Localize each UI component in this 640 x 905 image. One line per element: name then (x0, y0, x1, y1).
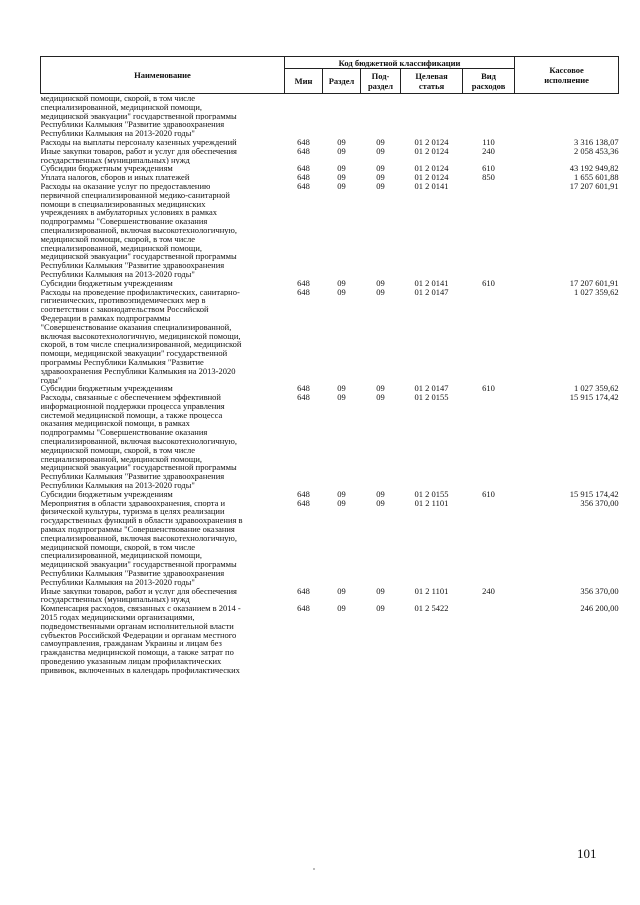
row-name (41, 138, 285, 147)
row-vid (463, 393, 515, 490)
row-razdel: 09 (337, 383, 346, 394)
table-body (41, 94, 619, 675)
row-vid: 240 (482, 585, 495, 596)
row-name-line: медицинской эвакуации" государственной программы (40, 252, 237, 262)
row-name-line: Расходы на выплаты персоналу казенных учреждений (40, 137, 237, 147)
row-name-line: помощи в специализированных медицинских (40, 199, 206, 209)
row-razdel: 09 (337, 277, 346, 288)
row-name-line: медицинской помощи, скорой, в том числе (40, 234, 196, 244)
row-name (41, 384, 285, 393)
table-row (41, 604, 619, 674)
row-name-line: Субсидии бюджетным учреждениям (40, 489, 173, 499)
row-razdel: 09 (337, 180, 346, 191)
row-name (41, 182, 285, 279)
row-name-line: Республики Калмыкия на 2013-2020 годы" (40, 481, 195, 490)
row-min: 648 (297, 383, 310, 394)
row-podrazdel: 09 (376, 383, 385, 394)
table-row (41, 147, 619, 165)
header-podrazdel-line1: Под- (371, 71, 390, 81)
row-min: 648 (297, 277, 310, 288)
row-name-line: Республики Калмыкия на 2013-2020 годы" (40, 269, 195, 279)
row-podrazdel: 09 (376, 585, 385, 596)
row-vid: 610 (482, 163, 495, 174)
row-name-line: Компенсация расходов, связанных с оказанием в 2014 - (40, 604, 241, 614)
row-name-line: медицинской эвакуации" государственной программы (40, 111, 237, 121)
table-header (41, 57, 619, 94)
budget-table-page (40, 56, 618, 675)
row-name-line: Республики Калмыкия "Развитие здравоохранения (40, 472, 225, 482)
row-razdel: 09 (337, 603, 346, 614)
row-name-line: специализированной, медицинской помощи, (40, 102, 202, 112)
row-name-line: соответствии с законодательством Российской (40, 305, 209, 314)
table-row (41, 288, 619, 385)
row-razdel: 09 (337, 497, 346, 508)
header-celevaya-line1: Целевая (415, 71, 448, 81)
header-podrazdel (361, 69, 401, 94)
row-name-line: Иные закупки товаров, работ и услуг для обеспечения (40, 586, 237, 596)
header-vid-line1: Вид (481, 71, 496, 81)
row-celevaya: 01 2 0147 (414, 383, 449, 394)
row-celevaya: 01 2 0155 (414, 488, 449, 499)
row-celevaya: 01 2 0141 (414, 277, 449, 288)
scan-dot (313, 868, 315, 870)
table-row (41, 384, 619, 393)
row-razdel: 09 (337, 286, 346, 297)
header-razdel: Раздел (323, 69, 361, 94)
row-amount: 1 027 359,62 (573, 286, 619, 297)
row-name-line: годы" (40, 375, 62, 385)
row-name-line: физической культуры, туризма в целях реализации (40, 507, 225, 517)
row-podrazdel: 09 (376, 392, 385, 403)
row-razdel: 09 (337, 163, 346, 174)
header-kassovoe (515, 57, 619, 94)
row-razdel: 09 (337, 172, 346, 183)
row-vid (463, 604, 515, 674)
row-name-line: Расходы, связанные с обеспечением эффективной (40, 393, 221, 402)
row-amount: 1 655 601,88 (573, 172, 619, 183)
header-vid-line2: расходов (471, 81, 506, 91)
row-name-line: специализированной, медицинской помощи, (40, 551, 202, 561)
row-name-line: скорой, в том числе специализированной, медицинской (40, 340, 242, 350)
row-razdel: 09 (337, 392, 346, 403)
row-name-line: подпрограммы "Совершенствование оказания (40, 428, 208, 438)
row-amount: 43 192 949,82 (569, 163, 619, 174)
header-min: Мин (285, 69, 323, 94)
row-amount: 3 316 138,07 (573, 136, 619, 147)
row-celevaya: 01 2 1101 (414, 497, 449, 508)
row-name (41, 604, 285, 674)
row-vid: 610 (482, 277, 495, 288)
row-name-line: медицинской эвакуации" государственной программы (40, 560, 237, 570)
row-podrazdel: 09 (376, 163, 385, 174)
row-name-line: системой медицинской помощи, а также процесса (40, 410, 223, 420)
header-name: Наименование (41, 57, 285, 94)
table-row (41, 164, 619, 173)
row-name (41, 164, 285, 173)
row-name-line: Республики Калмыкия "Развитие здравоохранения (40, 261, 225, 270)
row-name-line: Республики Калмыкия на 2013-2020 годы" (40, 129, 195, 138)
row-name-line: медицинской помощи, скорой, в том числе (40, 542, 196, 552)
row-vid: 610 (482, 488, 495, 499)
row-celevaya: 01 2 0155 (414, 392, 449, 403)
row-name (41, 393, 285, 490)
row-name-line: Иные закупки товаров, работ и услуг для обеспечения (40, 146, 237, 156)
row-name-line: Субсидии бюджетным учреждениям (40, 384, 173, 394)
row-min: 648 (297, 488, 310, 499)
row-vid (463, 182, 515, 279)
row-amount: 356 370,00 (580, 497, 619, 508)
table-row (41, 138, 619, 147)
row-vid (463, 499, 515, 587)
row-name-line: включая высокотехнологичную, медицинской помощи, (40, 331, 241, 341)
row-min: 648 (297, 392, 310, 403)
row-name (41, 490, 285, 499)
row-name (41, 173, 285, 182)
row-name-line: государственных функций в области здравоохранения в (40, 516, 243, 526)
row-amount: 356 370,00 (580, 585, 619, 596)
row-podrazdel (361, 94, 401, 138)
row-name-line: государственных (муниципальных) нужд (40, 155, 190, 165)
row-name-line: гигиенических, противоэпидемических мер в (40, 296, 206, 306)
header-code-group: Код бюджетной классификации (285, 57, 515, 69)
row-name-line: оказания медицинской помощи, в рамках (40, 419, 190, 429)
row-podrazdel: 09 (376, 286, 385, 297)
row-name-line: Республики Калмыкия "Развитие здравоохранения (40, 569, 225, 578)
row-name-line: проведению указанным лицам профилактических (40, 657, 222, 666)
row-name-line: Субсидии бюджетным учреждениям (40, 164, 173, 174)
header-kassovoe-line1: Кассовое (549, 65, 584, 75)
row-celevaya: 01 2 5422 (414, 603, 449, 614)
row-amount: 17 207 601,91 (569, 180, 619, 191)
row-min (285, 94, 323, 138)
row-celevaya: 01 2 0124 (414, 136, 449, 147)
row-celevaya: 01 2 0124 (414, 172, 449, 183)
row-name-line: "Совершенствование оказания специализированной, (40, 322, 232, 332)
row-name-line: Республики Калмыкия "Развитие здравоохранения (40, 120, 225, 130)
row-min: 648 (297, 497, 310, 508)
row-name-line: 2015 годах медицинскими организациями, (40, 613, 195, 622)
row-razdel: 09 (337, 488, 346, 499)
row-name-line: специализированной, включая высокотехнологичную, (40, 437, 238, 446)
row-name (41, 587, 285, 605)
row-razdel: 09 (337, 136, 346, 147)
header-celevaya-line2: статья (418, 81, 445, 91)
row-name-line: Субсидии бюджетным учреждениям (40, 278, 173, 288)
row-name (41, 147, 285, 165)
row-vid: 610 (482, 383, 495, 394)
row-name (41, 288, 285, 385)
row-amount: 246 200,00 (580, 603, 619, 614)
row-name-line: первичной специализированной медико-санитарной (40, 190, 230, 200)
row-celevaya: 01 2 0124 (414, 163, 449, 174)
table-row (41, 173, 619, 182)
row-name-line: государственных (муниципальных) нужд (40, 595, 190, 605)
row-name-line: подпрограммы "Совершенствование оказания (40, 217, 208, 226)
budget-table (40, 56, 619, 675)
row-amount (515, 94, 619, 138)
page-number: 101 (577, 846, 597, 861)
row-amount: 15 915 174,42 (569, 488, 619, 499)
row-name-line: рамках подпрограммы "Совершенствование оказания (40, 525, 235, 534)
row-vid: 240 (482, 145, 495, 156)
row-vid (463, 94, 515, 138)
table-row (41, 94, 619, 138)
header-podrazdel-line2: раздел (367, 81, 394, 91)
row-razdel (323, 94, 361, 138)
row-name-line: помощи, медицинской эвакуации" государственной (40, 349, 228, 358)
row-min: 648 (297, 603, 310, 614)
row-name-line: информационной поддержки процесса управления (40, 401, 225, 411)
row-name-line: субъектов Российской Федерации и органам местного (40, 630, 237, 640)
row-amount: 15 915 174,42 (569, 392, 619, 403)
row-amount: 17 207 601,91 (569, 277, 619, 288)
row-vid: 850 (482, 172, 495, 183)
row-name-line: прививок, включенных в календарь профилактических (40, 665, 240, 675)
table-row (41, 393, 619, 490)
row-celevaya: 01 2 0124 (414, 145, 449, 156)
row-min: 648 (297, 286, 310, 297)
row-name-line: Республики Калмыкия на 2013-2020 годы" (40, 577, 195, 587)
table-row (41, 279, 619, 288)
table-row (41, 182, 619, 279)
row-name-line: медицинской эвакуации" государственной программы (40, 463, 237, 473)
row-razdel: 09 (337, 585, 346, 596)
row-celevaya: 01 2 0147 (414, 286, 449, 297)
row-podrazdel: 09 (376, 603, 385, 614)
row-name-line: Расходы на оказание услуг по предоставлению (40, 181, 211, 191)
row-name-line: Мероприятия в области здравоохранения, спорта и (40, 498, 226, 508)
header-vid (463, 69, 515, 94)
row-name-line: специализированной, включая высокотехнологичную, (40, 533, 238, 543)
row-name (41, 499, 285, 587)
row-celevaya: 01 2 1101 (414, 585, 449, 596)
row-min: 648 (297, 585, 310, 596)
table-row (41, 587, 619, 605)
row-celevaya (401, 94, 463, 138)
row-name-line: здравоохранения Республики Калмыкия на 2013-2020 (40, 366, 236, 376)
row-name-line: медицинской помощи, скорой, в том числе (40, 94, 196, 103)
row-name-line: самоуправления, гражданам Украины и лицам без (40, 639, 222, 649)
header-kassovoe-line2: исполнение (544, 75, 589, 85)
row-name-line: специализированной, медицинской помощи, (40, 454, 202, 464)
row-vid: 110 (482, 136, 495, 147)
row-min: 648 (297, 180, 310, 191)
row-name-line: специализированной, медицинской помощи, (40, 243, 202, 253)
row-name (41, 94, 285, 138)
table-row (41, 499, 619, 587)
row-razdel: 09 (337, 145, 346, 156)
row-name-line: программы Республики Калмыкия "Развитие (40, 357, 204, 367)
row-name-line: учреждениях в амбулаторных условиях в рамках (40, 208, 218, 218)
row-podrazdel: 09 (376, 488, 385, 499)
row-amount: 2 058 453,36 (573, 145, 619, 156)
row-min: 648 (297, 163, 310, 174)
row-podrazdel: 09 (376, 180, 385, 191)
row-name-line: специализированной, включая высокотехнологичную, (40, 225, 238, 235)
row-vid (463, 288, 515, 385)
row-min: 648 (297, 136, 310, 147)
row-podrazdel: 09 (376, 145, 385, 156)
row-min: 648 (297, 145, 310, 156)
row-podrazdel: 09 (376, 136, 385, 147)
row-name-line: подведомственными органам исполнительной власти (40, 621, 234, 631)
row-min: 648 (297, 172, 310, 183)
row-name-line: Федерации в рамках подпрограммы (40, 313, 171, 323)
row-podrazdel: 09 (376, 172, 385, 183)
row-podrazdel: 09 (376, 277, 385, 288)
table-row (41, 490, 619, 499)
row-amount: 1 027 359,62 (573, 383, 619, 394)
row-name-line: Уплата налогов, сборов и иных платежей (40, 173, 190, 182)
row-name-line: медицинской помощи, скорой, в том числе (40, 445, 196, 455)
row-celevaya: 01 2 0141 (414, 180, 449, 191)
row-podrazdel: 09 (376, 497, 385, 508)
row-name-line: Расходы на проведение профилактических, санитарно- (40, 287, 240, 297)
row-name (41, 279, 285, 288)
row-name-line: гражданства медицинской помощи, а также затрат по (40, 648, 234, 657)
header-celevaya (401, 69, 463, 94)
